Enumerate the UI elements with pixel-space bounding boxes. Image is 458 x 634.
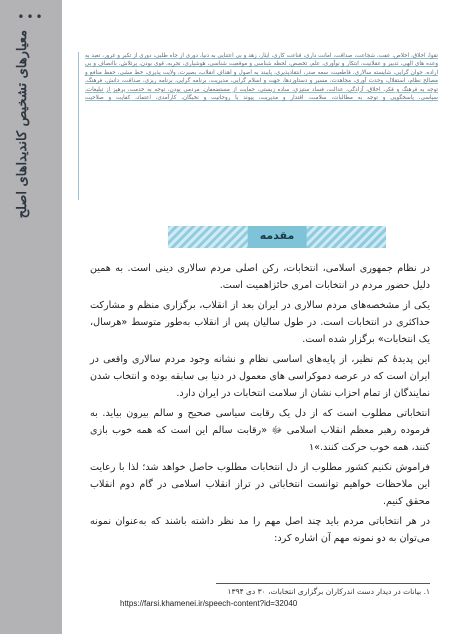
section-banner bbox=[168, 226, 386, 248]
paragraph: در هر انتخاباتی مردم باید چند اصل مهم را مد نظر داشته باشند که به‌عنوان نمونه می‌توان به دو نمونه مهم آن اشاره کرد: bbox=[90, 516, 430, 544]
footnote-text: ۱. بیانات در دیدار دست اندرکاران برگزاری انتخابات، ۳۰ دی ۱۳۹۴ bbox=[227, 587, 430, 596]
footnote-link[interactable]: https://farsi.khamenei.ir/speech-content?id=32040 bbox=[120, 599, 298, 608]
paragraph: یکی از مشخصه‌های مردم سالاری در ایران بعد از انقلاب، برگزاری منظم و مشارکت حداکثری در انتخابات است. در طول سالیان پس از انقلاب به‌طور متوسط «هرسال، یک انتخابات» برگزار شده است. bbox=[90, 300, 430, 345]
footnote-divider bbox=[216, 583, 430, 584]
paragraph: این پدیدهٔ کم نظیر، از پایه‌های اساسی نظام و نشانه وجود مردم سالاری واقعی در ایران است که در عرصه دموکراسی های معمول در دنیا بی سابقه بوده و انتخاب شدن نمایندگان از تمام احزاب نشان از سلامت انتخابات در ایران دارد. bbox=[90, 354, 430, 399]
keywords-text: تقوا، اخلاق، اخلاص، عفت، شجاعت، صداقت، امانت داری، قناعت کاری، ایثار، زهد و بی اعتنایی به دنیا، دوری از جاه طلبی، دوری از تکبر و غرور، تعبد به وعده های الهی، تدبیر و عقلانیت، ابتکار و نوآوری، علم، تخصص، لحظه شناسی و موقعیت شناسی، هوشیاری، تجربه، قوی بودن، پرتلاش، باانصاف و بی اراده، جوان گرایی، شایسته سالاری، قاطعیت، سعه صدر، انتقادپذیری، پایبند به اصول و اهداف انقلاب، بصیرت، ولایت پذیری، خط مشی، حفظ منافع و مصالح نظام، استقلال، وحدت آوری، مجاهدت، مسیر و دستاوردها، جهت و اسلام گرایی، مدیریت، برنامه گرایی، برنامه ریزی، صداقت، دانش، فرهنگ، توجه به فرهنگ و فکر، اخلاق، آزادگی، عدالت، فساد ستیزی، ساده زیستی، حمایت از مستضعفان، مردمی بودن، توجه به خدمت، پرهیز از تبلیغات، سیاسی، پاسخگویی و توجه به مطالبات، سلامت، اقتدار و مدیریت، پیوند با روحانیت و نخبگان، کارآمدی، اعتماد، کفایت و صلاحیت bbox=[85, 53, 438, 102]
sidebar-dots: ••• bbox=[17, 10, 45, 24]
paragraph: انتخاباتی مطلوب است که از دل یک رقابت سیاسی صحیح و سالم بیرون بیاید. به فرموده رهبر معظم انقلاب اسلامی ﷻ «رقابت سالم این است که همه خوب بازی کنند، همه خوب حرکت کنند.»۱ bbox=[90, 408, 430, 453]
paragraph: در نظام جمهوری اسلامی، انتخابات، رکن اصلی مردم سالاری دینی است. به همین دلیل حضور مردم در انتخابات امری حائزاهمیت است. bbox=[90, 263, 430, 291]
section-title: مقدمه bbox=[248, 226, 307, 248]
sidebar bbox=[0, 0, 62, 634]
keywords-block bbox=[78, 52, 438, 200]
paragraph: فراموش نکنیم کشور مطلوب از دل انتخابات مطلوب حاصل خواهد شد؛ لذا با رعایت این ملاحظات خواهیم توانست انتخاباتی در تراز انقلاب اسلامی در گام دوم انقلاب محقق کنیم. bbox=[90, 462, 430, 507]
sidebar-title: معیارهای تشخیص کاندیداهای اصلح bbox=[15, 30, 30, 219]
body-text bbox=[90, 260, 430, 550]
